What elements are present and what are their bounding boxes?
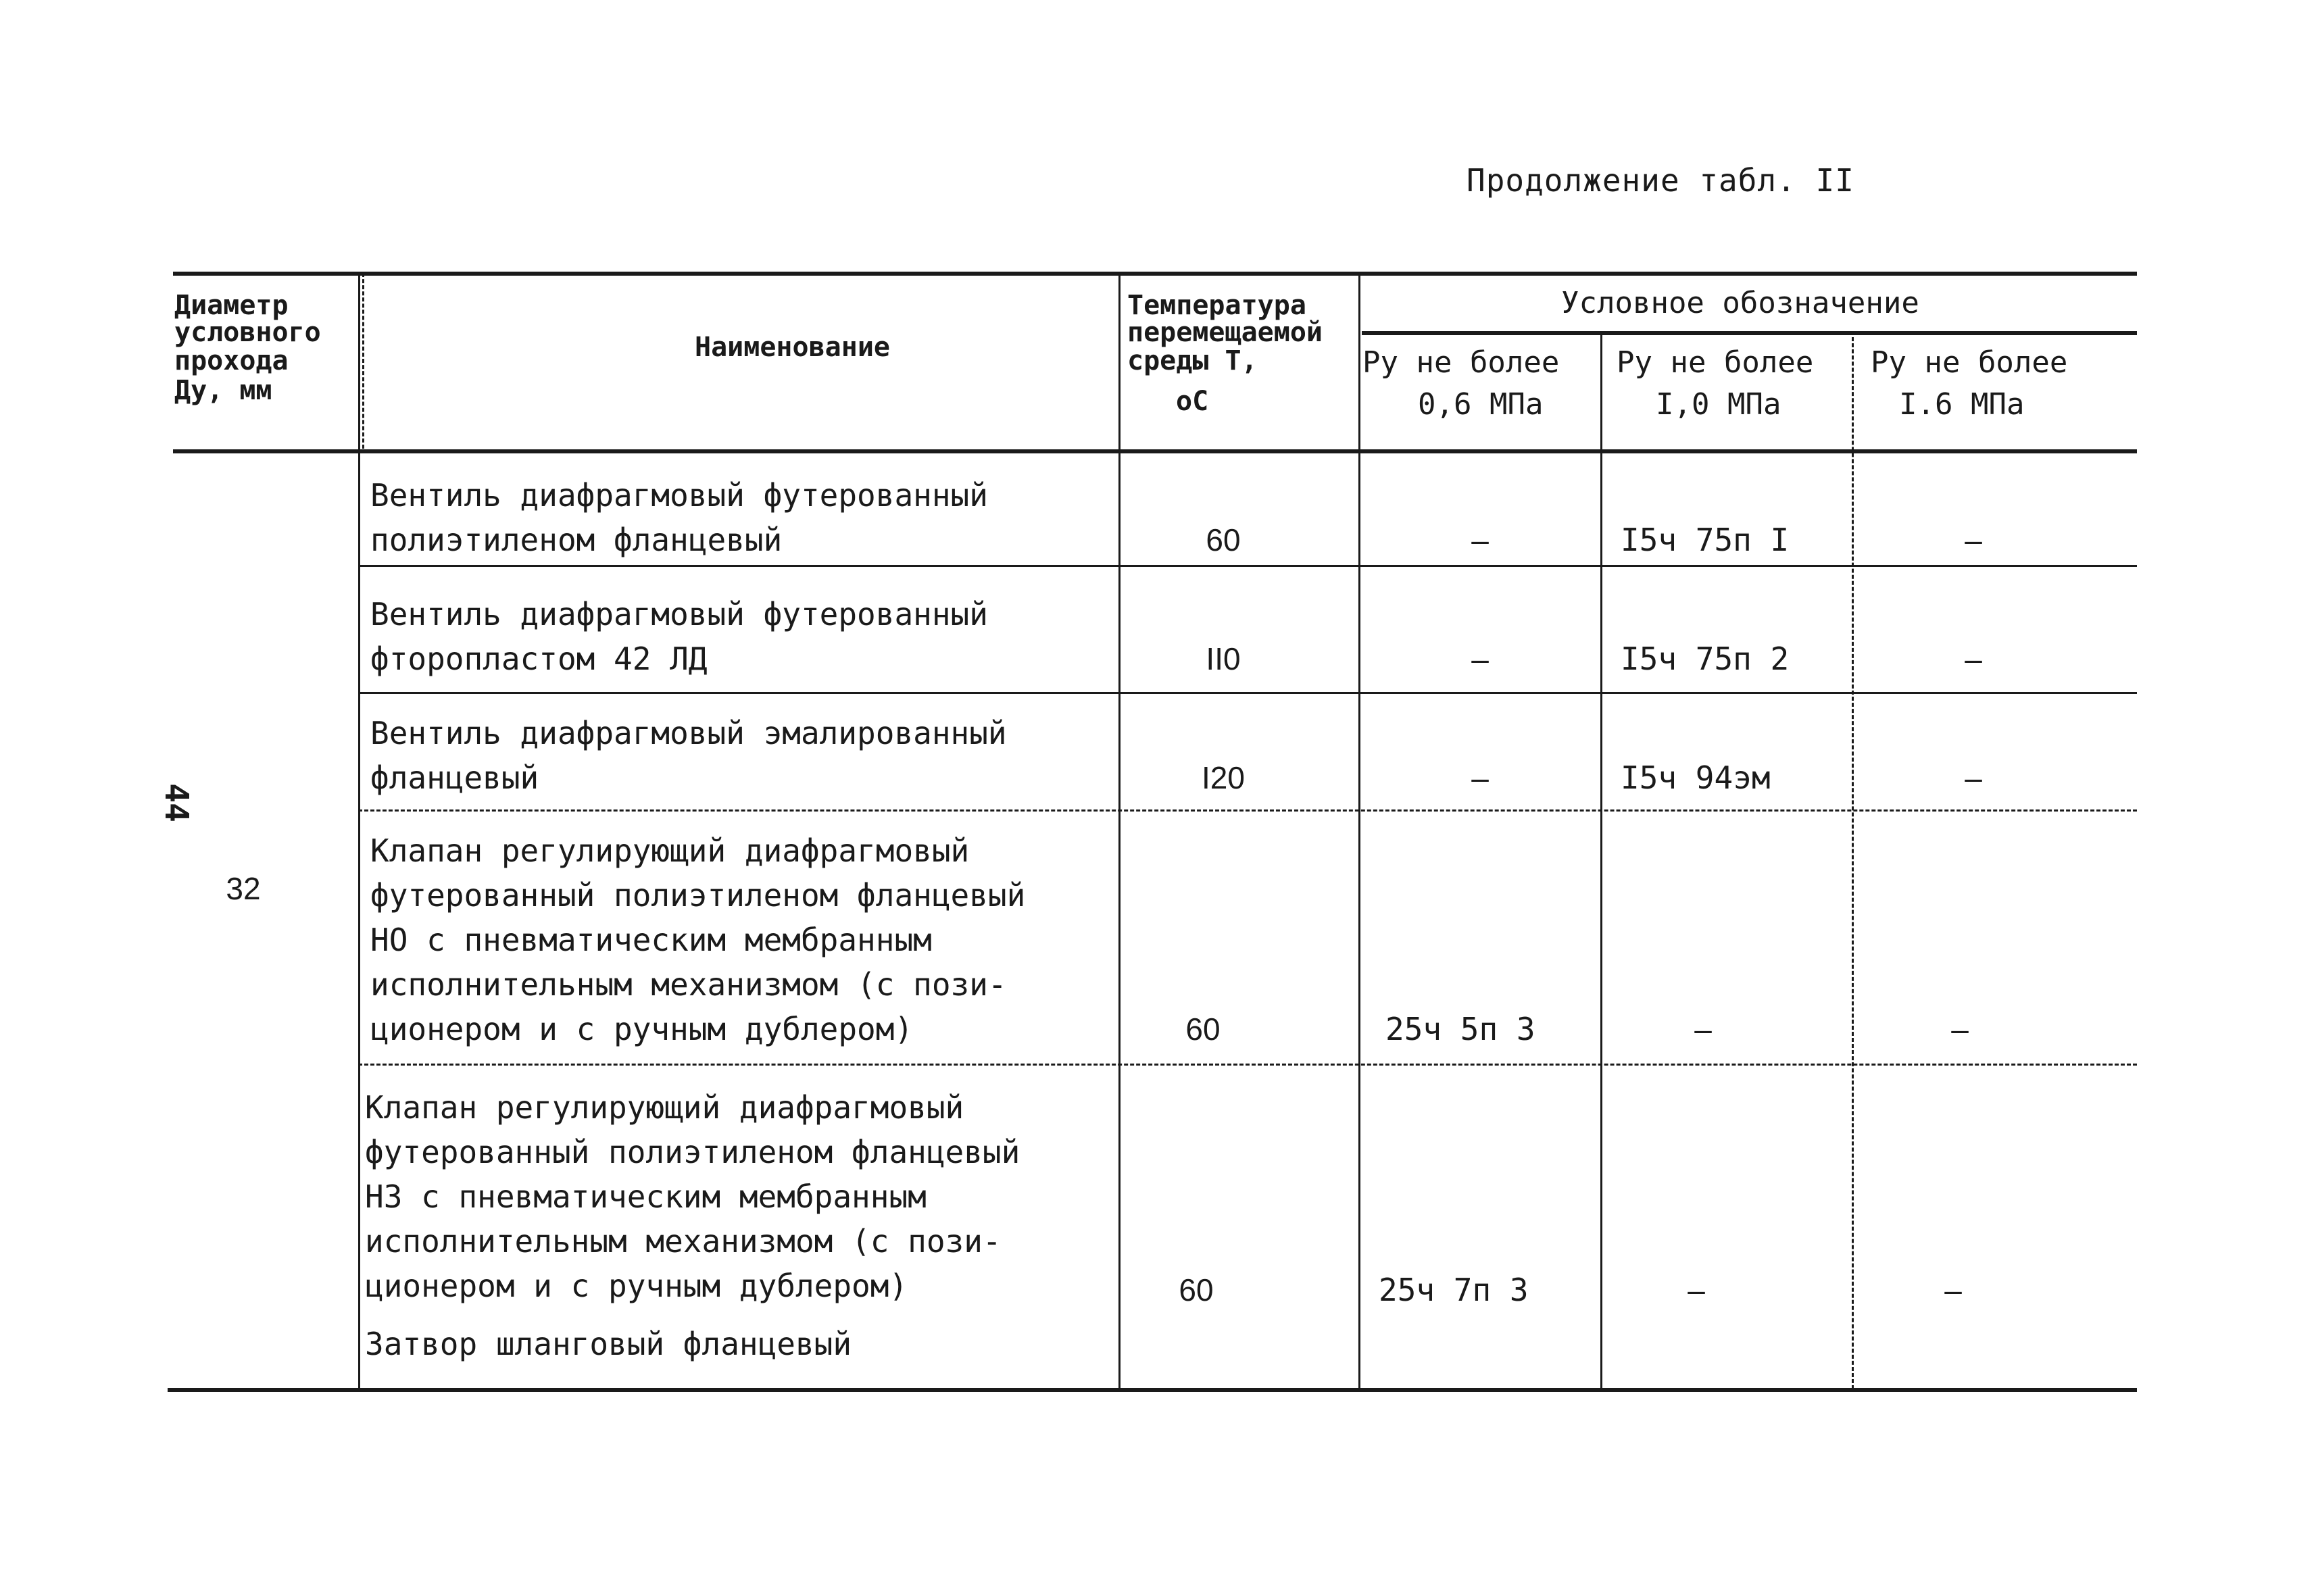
header-diameter-line-4: Ду, мм (174, 375, 272, 406)
header-diameter-line-1: Диаметр (174, 290, 289, 321)
header-group-divider (1362, 331, 2137, 335)
row-4-name-line-1: Клапан регулирующий диафрагмовый (370, 832, 970, 869)
row-5-name-line-1: Клапан регулирующий диафрагмовый (365, 1089, 964, 1126)
row-4-name-line-3: НО с пневматическим мембранным (370, 922, 932, 958)
row-4-p2: – (1694, 1012, 1712, 1047)
row-4-p3: – (1951, 1012, 1969, 1047)
header-p3-line-2: I.6 МПа (1899, 387, 2025, 422)
row-2-p1: – (1471, 641, 1489, 676)
row-4-name-line-4: исполнительным механизмом (с пози- (370, 966, 1007, 1003)
header-group: Условное обозначение (1561, 286, 1919, 320)
header-bottom-border (173, 449, 2137, 453)
header-p1-line-2: 0,6 МПа (1418, 387, 1544, 422)
col-divider-2 (1118, 273, 1121, 1389)
row-5-p1: 25ч 7п 3 (1379, 1272, 1529, 1308)
row-3-name-line-2: фланцевый (370, 759, 539, 796)
row-5-temp: 60 (1179, 1272, 1214, 1307)
header-p3-line-1: Ру не более (1871, 345, 2068, 380)
header-p2-line-2: I,0 МПа (1656, 387, 1781, 422)
row-5-p3: – (1944, 1272, 1962, 1307)
header-p1-line-1: Ру не более (1362, 345, 1560, 380)
row-3-p3: – (1965, 760, 1982, 795)
header-diameter-line-2: условного (174, 317, 321, 348)
row-4-name-line-5: ционером и с ручным дублером) (370, 1011, 914, 1047)
header-temp-line-4: оС (1176, 386, 1209, 417)
header-name: Наименование (695, 332, 890, 363)
row-2-name-line-2: фторопластом 42 ЛД (370, 641, 708, 677)
col-divider-4 (1600, 331, 1602, 1389)
row-3-temp: I20 (1202, 760, 1245, 795)
col-divider-5 (1852, 331, 1854, 1389)
col-divider-left (362, 273, 364, 449)
row-3-name-line-1: Вентиль диафрагмовый эмалированный (370, 715, 1007, 751)
trailing-row-name: Затвор шланговый фланцевый (365, 1326, 852, 1362)
table-bottom-border (168, 1388, 2137, 1392)
row-divider-1 (358, 565, 2137, 567)
row-2-name-line-1: Вентиль диафрагмовый футерованный (370, 596, 988, 632)
row-4-name-line-2: футерованный полиэтиленом фланцевый (370, 877, 1026, 914)
header-p2-line-1: Ру не более (1617, 345, 1814, 380)
row-4-temp: 60 (1185, 1012, 1221, 1047)
row-5-p2: – (1688, 1272, 1705, 1307)
row-4-p1: 25ч 5п 3 (1385, 1011, 1535, 1047)
row-3-p1: – (1471, 760, 1489, 795)
row-2-p2: I5ч 75п 2 (1621, 641, 1790, 677)
row-5-name-line-2: футерованный полиэтиленом фланцевый (365, 1134, 1020, 1170)
col-divider-3 (1358, 273, 1360, 1389)
row-1-p3: – (1965, 522, 1982, 557)
row-3-p2: I5ч 94эм (1621, 759, 1771, 796)
row-1-name-line-1: Вентиль диафрагмовый футерованный (370, 477, 988, 514)
row-1-p1: – (1471, 522, 1489, 557)
table-caption: Продолжение табл. II (1467, 162, 1854, 199)
header-temp-line-2: перемещаемой (1127, 317, 1323, 348)
row-5-name-line-5: ционером и с ручным дублером) (365, 1268, 908, 1304)
table-top-border (173, 272, 2137, 276)
row-divider-3 (358, 809, 2137, 812)
row-5-name-line-4: исполнительным механизмом (с пози- (365, 1223, 1002, 1260)
row-5-name-line-3: НЗ с пневматическим мембранным (365, 1178, 927, 1215)
row-1-name-line-2: полиэтиленом фланцевый (370, 522, 783, 558)
row-divider-4 (358, 1064, 2137, 1066)
row-1-p2: I5ч 75п I (1621, 522, 1790, 558)
header-temp-line-3: среды Т, (1127, 345, 1258, 376)
page-number-mark: 44 (157, 783, 195, 822)
col-divider-1 (358, 273, 360, 1389)
header-diameter-line-3: прохода (174, 345, 289, 376)
row-2-p3: – (1965, 641, 1982, 676)
row-2-temp: II0 (1206, 641, 1241, 676)
header-temp-line-1: Температура (1127, 290, 1306, 321)
diameter-value: 32 (226, 871, 261, 906)
row-divider-2 (358, 692, 2137, 694)
row-1-temp: 60 (1206, 522, 1241, 557)
